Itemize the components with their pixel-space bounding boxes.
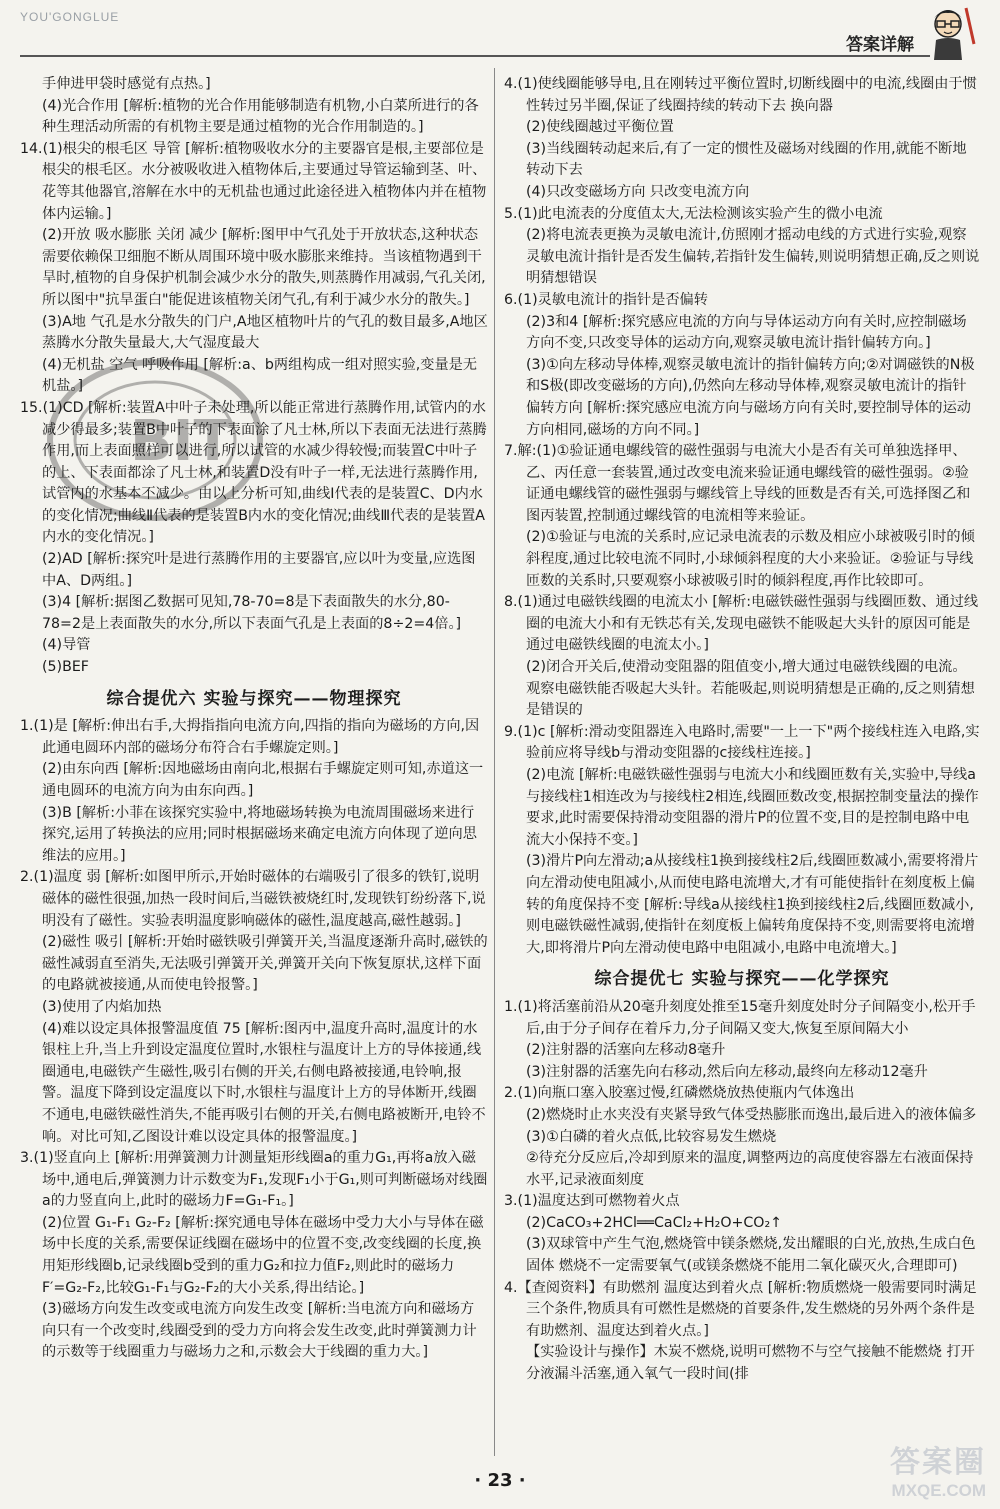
section-heading: 综合提优六 实验与探究——物理探究 [106,688,402,709]
mascot-icon [922,4,980,60]
answer-paragraph: (2)将电流表更换为灵敏电流计,仿照刚才摇动电线的方式进行实验,观察灵敏电流计指针是否发生偏转,若指针发生偏转,则说明猜想正确,反之则说明猜想错误 [526,227,980,287]
watermark [890,1437,986,1501]
answer-paragraph: (4)只改变磁场方向 只改变电流方向 [526,183,750,200]
answer-paragraph: (4)导管 [42,637,91,654]
header-rule [20,55,930,57]
svg-text:BIT: BIT [130,409,232,474]
answer-paragraph: 4.(1)使线圈能够导电,且在刚转过平衡位置时,切断线圈中的电流,线圈由于惯性转过另半圈,保证了线圈持续的转动下去 换向器 [504,76,977,114]
answer-paragraph: 4.【查阅资料】有助燃剂 温度达到着火点 [解析:物质燃烧一般需要同时满足三个条件,物质具有可燃性是燃烧的首要条件,发生燃烧的另外两个条件是有助燃剂、温度达到着火点。] [504,1279,977,1339]
answer-paragraph: (3)当线圈转动起来后,有了一定的惯性及磁场对线圈的作用,就能不断地转动下去 [526,140,967,179]
answer-paragraph: ②待充分反应后,冷却到原来的温度,调整两边的高度使容器左右液面保持水平,记录液面刻度 [526,1150,974,1188]
answer-paragraph: 8.(1)通过电磁铁线圈的电流太小 [解析:电磁铁磁性强弱与线圈匝数、通过线圈的电流大小和有无铁芯有关,发现电磁铁不能吸起大头针的原因可能是通过电磁铁线圈的电流太小。] [504,594,979,654]
answer-paragraph: (3)注射器的活塞先向右移动,然后向左移动,最终向左移动12毫升 [526,1063,928,1080]
brand-label: YOU'GONGLUE [20,10,120,24]
answer-paragraph: 【实验设计与操作】木炭不燃烧,说明可燃物不与空气接触不能燃烧 打开分液漏斗活塞,通入氧气一段时间(排 [526,1344,975,1383]
answer-paragraph: (2)闭合开关后,使滑动变阻器的阻值变小,增大通过电磁铁线圈的电流。观察电磁铁能否吸起大头针。若能吸起,则说明猜想是正确的,反之则猜想是错误的 [526,659,975,719]
answer-paragraph: (3)B [解析:小菲在该探究实验中,将地磁场转换为电流周围磁场来进行探究,运用了转换法的应用;同时根据磁场来确定电流方向体现了逆向思维法的应用。] [42,804,477,864]
answer-paragraph: (3)双球管中产生气泡,燃烧管中镁条燃烧,发出耀眼的白光,放热,生成白色固体 燃烧不一定需要氧气(或镁条燃烧不能用二氧化碳灭火,合理即可) [526,1236,976,1275]
watermark-url: MXQE.COM [891,1481,986,1500]
answer-paragraph: (3)使用了内焰加热 [42,998,162,1015]
answer-paragraph: (2)注射器的活塞向左移动8毫升 [526,1042,726,1059]
answer-paragraph: 6.(1)灵敏电流计的指针是否偏转 [504,291,708,308]
answer-paragraph: (5)BEF [42,659,89,676]
answer-paragraph: 15.(1)CD [解析:装置A中叶子未处理,所以能正常进行蒸腾作用,试管内的水减少得最多;装置B中叶子的下表面涂了凡士林,所以下表面无法进行蒸腾作用,而上表面照样可以进行,所以试管的水减少得较慢;而装置C中叶子的上、下表面都涂了凡士林,和装置D没有叶子一样,无法进行蒸腾作用,试管内的水基本不减少。由以上分析可知,曲线Ⅰ代表的是装置C、D内水的变化情况;曲线Ⅱ代表的是装置B内水的变化情况;曲线Ⅲ代表的是装置A内水的变化情况。] [20,399,487,546]
answer-paragraph: (2)由东向西 [解析:因地磁场由南向北,根据右手螺旋定则可知,赤道这一通电圆环的电流方向为由东向西。] [42,761,484,799]
answer-paragraph: (2)3和4 [解析:探究感应电流的方向与导体运动方向有关时,应控制磁场方向不变,只改变导体的运动方向,观察灵敏电流计指针偏转方向。] [526,313,967,352]
column-divider [494,68,495,1456]
left-column [20,74,488,1364]
answer-paragraph: (3)A地 气孔是水分散失的门户,A地区植物叶片的气孔的数目最多,A地区蒸腾水分散失量最大,大气湿度最大 [42,313,488,352]
answer-paragraph: 3.(1)温度达到可燃物着火点 [504,1193,680,1210]
page-header [0,0,1000,62]
answer-paragraph: (2)AD [解析:探究叶是进行蒸腾作用的主要器官,应以叶为变量,应选图中A、D两组。] [42,551,476,589]
right-column [504,74,980,1386]
answer-paragraph: 1.(1)是 [解析:伸出右手,大拇指指向电流方向,四指的指向为磁场的方向,因此通电圆环内部的磁场分布符合右手螺旋定则。] [20,718,480,756]
answer-paragraph: (4)难以设定具体报警温度值 75 [解析:图丙中,温度升高时,温度计的水银柱上升,当上升到设定温度位置时,水银柱与温度计上方的导体接通,线圈通电,电磁铁产生磁性,吸引右侧的开关,右侧电路被接通,电铃响,报警。温度下降到设定温度以下时,水银柱与温度计上方的导体断开,线圈不通电,电磁铁磁性消失,不能再吸引右侧的开关,右侧电路被断开,电铃不响。对比可知,乙图设计难以设定具体的报警温度。] [42,1020,486,1145]
answer-paragraph: 1.(1)将活塞前沿从20毫升刻度处推至15毫升刻度处时分子间隔变小,松开手后,由于分子间存在着斥力,分子间隔又变大,恢复至原间隔大小 [504,998,976,1037]
answer-paragraph: 9.(1)c [解析:滑动变阻器连入电路时,需要"一上一下"两个接线柱连入电路,实验前应将导线b与滑动变阻器的c接线柱连接。] [504,723,980,762]
answer-paragraph: (2)磁性 吸引 [解析:开始时磁铁吸引弹簧开关,当温度逐渐升高时,磁铁的磁性减弱直至消失,无法吸引弹簧开关,弹簧开关向下恢复原状,这样下面的电路就被接通,从而使电铃报警。] [42,934,488,994]
page-number: · 23 · [474,1470,526,1491]
answer-paragraph: 14.(1)根尖的根毛区 导管 [解析:植物吸收水分的主要器官是根,主要部位是根尖的根毛区。水分被吸收进入植物体后,主要通过导管运输到茎、叶、花等其他器官,溶解在水中的无机盐也通过此途径进入植物体内并在植物体内运输。] [20,140,487,222]
page-number-value: 23 [487,1470,513,1491]
answer-paragraph: (3)滑片P向左滑动;a从接线柱1换到接线柱2后,线圈匝数减小,需要将滑片向左滑动使电阻减小,从而使电路电流增大,才有可能使指针在刻度板上偏转的角度保持不变 [解析:导线a从接线柱1换到接线柱2后,线圈匝数减小,则电磁铁磁性减弱,使指针在刻度板上偏转角度保持不变,则需要将电流增大,即将滑片P向左滑动使电路中电阻减小,电路中电流增大。] [526,853,979,956]
answer-paragraph: (3)①白磷的着火点低,比较容易发生燃烧 [526,1128,777,1145]
answer-paragraph: 7.解:(1)①验证通电螺线管的磁性强弱与电流大小是否有关可单独选择甲、乙、丙任意一套装置,通过改变电流来验证通电螺线管的磁性强弱。②验证通电螺线管的磁性强弱与螺线管上导线的匝数是否有关,可选择图乙和图丙装置,控制通过螺线管的电流相等来验证。 [504,443,971,524]
watermark-text: 答案圈 [890,1446,986,1479]
answer-paragraph: (4)无机盐 空气 呼吸作用 [解析:a、b两组构成一组对照实验,变量是无机盐。] [42,356,478,395]
answer-paragraph: 2.(1)向瓶口塞入胶塞过慢,红磷燃烧放热使瓶内气体逸出 [504,1085,855,1102]
answer-paragraph: (2)使线圈越过平衡位置 [526,119,674,136]
answer-paragraph: 3.(1)竖直向上 [解析:用弹簧测力计测量矩形线圈a的重力G₁,再将a放入磁场中,通电后,弹簧测力计示数变为F₁,发现F₁小于G₁,则可判断磁场对线圈a的力竖直向上,此时的磁场力F=G₁-F₁。] [20,1150,488,1210]
answer-paragraph: (2)燃烧时止水夹没有夹紧导致气体受热膨胀而逸出,最后进入的液体偏多 [526,1106,977,1123]
answer-paragraph: (3)4 [解析:据图乙数据可见知,78-70=8是下表面散失的水分,80-78=2是上表面散失的水分,所以下表面气孔是上表面的8÷2=4倍。] [42,594,462,632]
answer-paragraph: 2.(1)温度 弱 [解析:如图甲所示,开始时磁体的右端吸引了很多的铁钉,说明磁体的磁性很强,加热一段时间后,当磁铁被烧红时,发现铁钉纷纷落下,说明没有了磁性。实验表明温度影响磁体的磁性,温度越高,磁性越弱。] [20,869,486,929]
answer-paragraph: (2)CaCO₃+2HCl══CaCl₂+H₂O+CO₂↑ [526,1214,783,1231]
section-heading: 综合提优七 实验与探究——化学探究 [594,969,890,990]
answer-paragraph: (3)磁场方向发生改变或电流方向发生改变 [解析:当电流方向和磁场方向只有一个改变时,线圈受到的受力方向将会发生改变,此时弹簧测力计的示数等于线圈重力与磁场力之和,示数会大于线圈的重力大。] [42,1301,477,1361]
answer-paragraph: (4)光合作用 [解析:植物的光合作用能够制造有机物,小白菜所进行的各种生理活动所需的有机物主要是通过植物的光合作用制造的。] [42,97,479,136]
answer-paragraph: 手伸进甲袋时感觉有点热。] [42,76,211,92]
answer-paragraph: (2)电流 [解析:电磁铁磁性强弱与电流大小和线圈匝数有关,实验中,导线a与接线柱1相连改为与接线柱2相连,线圈匝数改变,根据控制变量法的操作要求,此时需要保持滑动变阻器的滑片P的位置不变,目的是控制电路中电流大小保持不变。] [526,767,979,848]
header-title: 答案详解 [846,35,914,55]
answer-paragraph: (2)位置 G₁-F₁ G₂-F₂ [解析:探究通电导体在磁场中受力大小与导体在磁场中长度的关系,需要保证线圈在磁场中的位置不变,改变线圈的长度,换用矩形线圈b,记录线圈b受到的重力G₂和拉力值F₂,则此时的磁场力F′=G₂-F₂,比较G₁-F₁与G₂-F₂的大小关系,得出结论。] [42,1214,484,1296]
answer-paragraph: (2)开放 吸水膨胀 关闭 减少 [解析:图甲中气孔处于开放状态,这种状态需要依赖保卫细胞不断从周围环境中吸水膨胀来维持。当该植物遇到干旱时,植物的自身保护机制会减少水分的散失,则蒸腾作用减弱,气孔关闭,所以图中"抗旱蛋白"能促进该植物关闭气孔,有利于减少水分的散失。] [42,227,486,308]
answer-paragraph: (3)①向左移动导体棒,观察灵敏电流计的指针偏转方向;②对调磁铁的N极和S极(即改变磁场的方向),仍然向左移动导体棒,观察灵敏电流计的指针偏转方向 [解析:探究感应电流方向与磁场方向有关时,要控制导体的运动方向相同,磁场的方向不同。] [526,356,975,438]
answer-paragraph: 5.(1)此电流表的分度值太大,无法检测该实验产生的微小电流 [504,205,883,222]
answer-paragraph: (2)①验证与电流的关系时,应记录电流表的示数及相应小球被吸引时的倾斜程度,通过比较电流不同时,小球倾斜程度的大小来验证。②验证与导线匝数的关系时,只要观察小球被吸引时的倾斜程度,再作比较即可。 [526,529,975,589]
